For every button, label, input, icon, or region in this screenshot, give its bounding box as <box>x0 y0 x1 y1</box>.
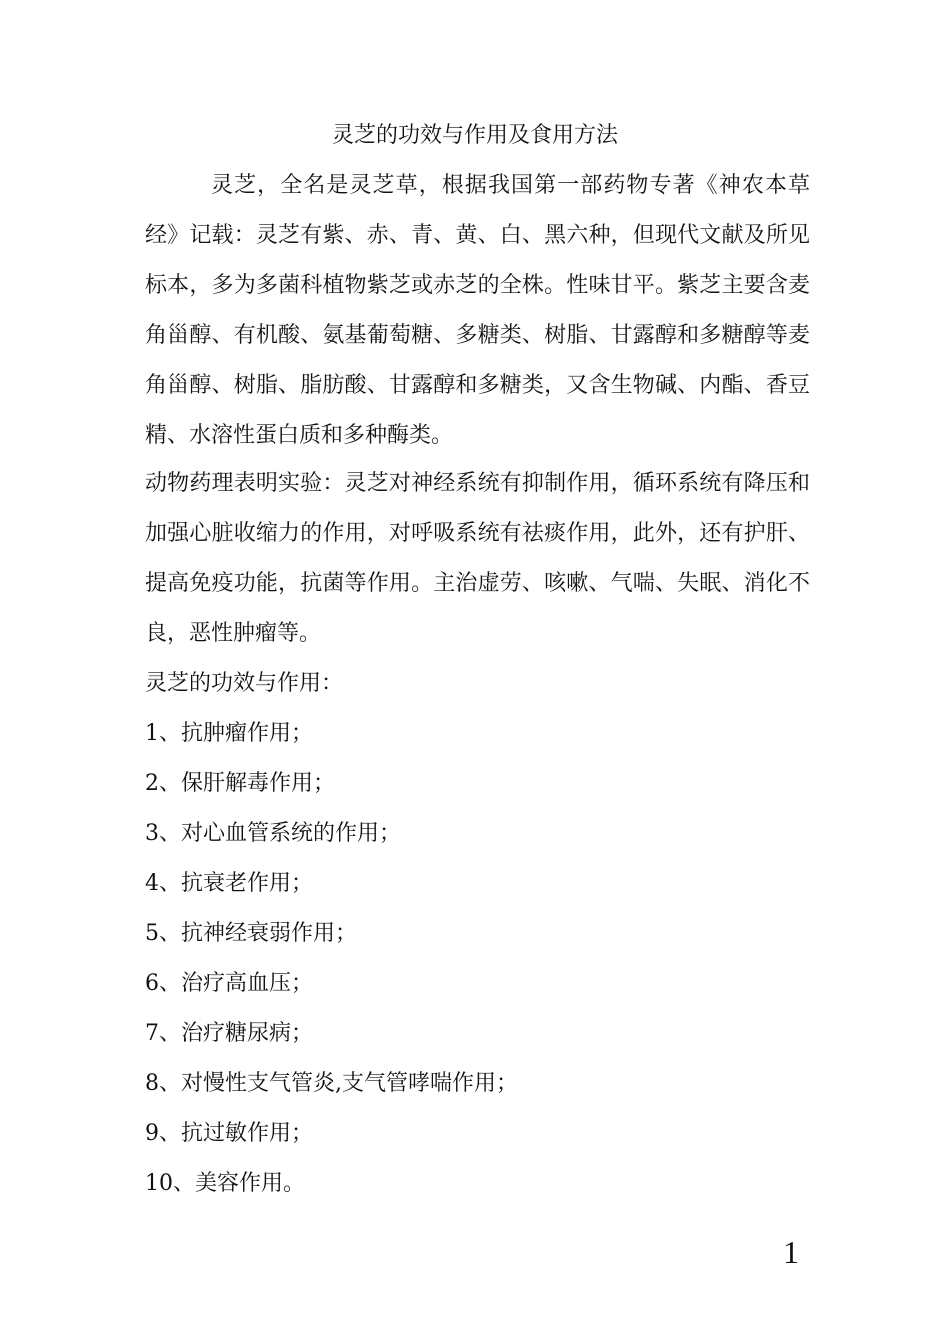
effects-list-item: 10、美容作用。 <box>145 1171 305 1196</box>
pharmacology-paragraph: 动物药理表明实验：灵芝对神经系统有抑制作用，循环系统有降压和加强心脏收缩力的作用，对呼吸系统有祛痰作用，此外，还有护肝、提高免疫功能，抗菌等作用。主治虚劳、咳嗽、气喘、失眠、消化不良，恶性肿瘤等。 <box>145 471 810 646</box>
effects-heading: 灵芝的功效与作用： <box>145 671 344 696</box>
effects-list <box>145 709 518 1209</box>
effects-list-item: 3、对心血管系统的作用； <box>145 821 401 846</box>
effects-list-item: 5、抗神经衰弱作用； <box>145 921 357 946</box>
effects-list-item: 8、对慢性支气管炎,支气管哮喘作用； <box>145 1071 518 1096</box>
effects-list-item: 6、治疗高血压； <box>145 971 313 996</box>
effects-list-item: 4、抗衰老作用； <box>145 871 313 896</box>
effects-list-item: 2、保肝解毒作用； <box>145 771 335 796</box>
document-title: 灵芝的功效与作用及食用方法 <box>331 123 618 148</box>
intro-paragraph: 灵芝，全名是灵芝草，根据我国第一部药物专著《神农本草经》记载：灵芝有紫、赤、青、黄、白、黑六种，但现代文献及所见标本，多为多菌科植物紫芝或赤芝的全株。性味甘平。紫芝主要含麦角甾醇、有机酸、氨基葡萄糖、多糖类、树脂、甘露醇和多糖醇等麦角甾醇、树脂、脂肪酸、甘露醇和多糖类，又含生物碱、内酯、香豆精、水溶性蛋白质和多种酶类。 <box>145 173 810 448</box>
effects-list-item: 1、抗肿瘤作用； <box>145 721 313 746</box>
effects-list-item: 7、治疗糖尿病； <box>145 1021 313 1046</box>
effects-list-item: 9、抗过敏作用； <box>145 1121 313 1146</box>
page-number: 1 <box>783 1234 799 1270</box>
